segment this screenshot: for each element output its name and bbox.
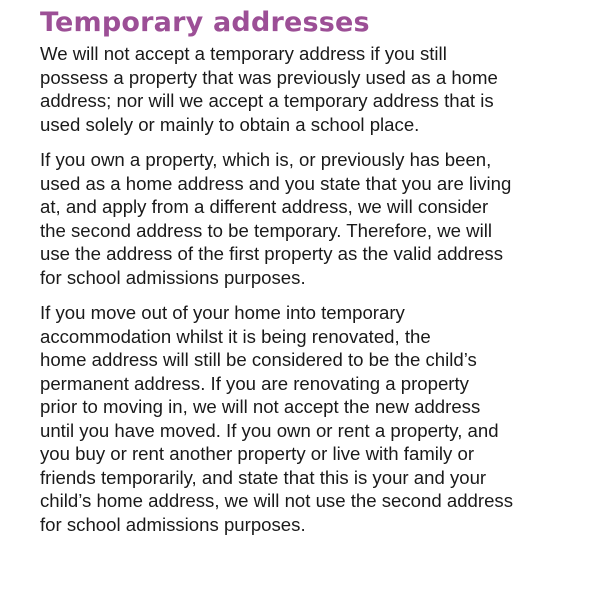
paragraph-line: address; nor will we accept a temporary address that is bbox=[40, 90, 494, 111]
paragraph-line: until you have moved. If you own or rent a property, and bbox=[40, 419, 499, 441]
section-heading: Temporary addresses bbox=[40, 7, 370, 38]
paragraph-line: If you move out of your home into temporary bbox=[40, 302, 405, 323]
paragraph-2 bbox=[40, 148, 560, 289]
paragraph-line: accommodation whilst it is being renovated, the bbox=[40, 325, 431, 347]
paragraph-line: possess a property that was previously used as a home bbox=[40, 66, 498, 88]
paragraph-line: We will not accept a temporary address if you still bbox=[40, 43, 447, 64]
paragraph-line: permanent address. If you are renovating a property bbox=[40, 372, 469, 394]
paragraph-line: use the address of the first property as the valid address bbox=[40, 243, 504, 264]
paragraph-line: used as a home address and you state that you are living bbox=[40, 172, 512, 194]
paragraph-line: child’s home address, we will not use the second address bbox=[40, 490, 514, 511]
paragraph-line: prior to moving in, we will not accept the new address bbox=[40, 396, 481, 417]
paragraph-line: If you own a property, which is, or previously has been, bbox=[40, 149, 492, 170]
paragraph-line: home address will still be considered to be the child’s bbox=[40, 349, 477, 370]
paragraph-line: for school admissions purposes. bbox=[40, 513, 306, 535]
paragraph-line: used solely or mainly to obtain a school place. bbox=[40, 113, 420, 135]
paragraph-line: friends temporarily, and state that this is your and your bbox=[40, 466, 487, 488]
paragraph-line: the second address to be temporary. Therefore, we will bbox=[40, 219, 492, 241]
paragraph-3 bbox=[40, 301, 560, 536]
paragraph-line: for school admissions purposes. bbox=[40, 266, 306, 288]
paragraph-1 bbox=[40, 42, 560, 136]
document-body bbox=[40, 6, 560, 548]
paragraph-line: you buy or rent another property or live with family or bbox=[40, 443, 475, 464]
paragraph-line: at, and apply from a different address, we will consider bbox=[40, 196, 489, 217]
